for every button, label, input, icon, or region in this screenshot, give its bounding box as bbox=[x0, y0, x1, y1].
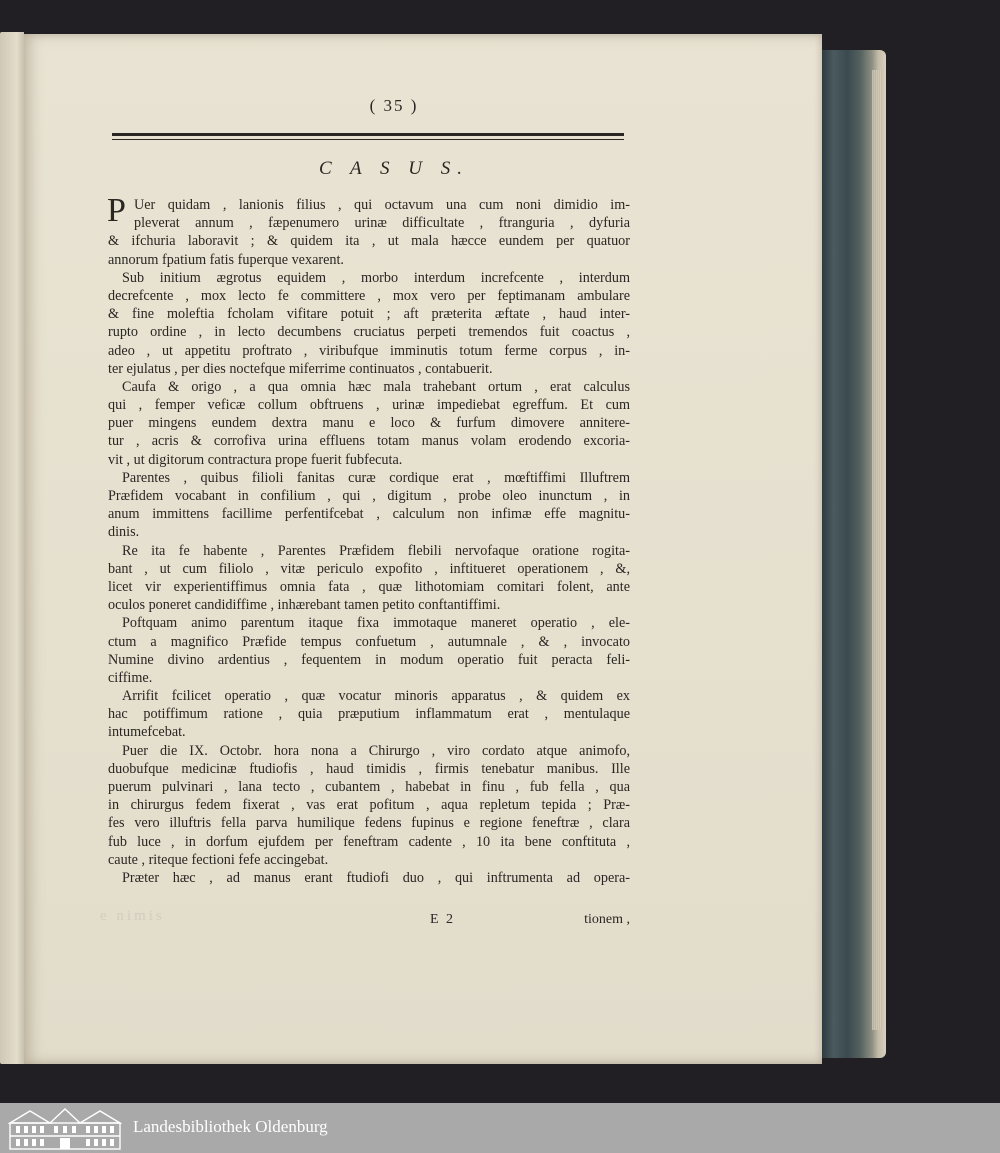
page-number: ( 35 ) bbox=[369, 96, 419, 115]
text-line: decrefcente , mox lecto fe committere , mox vero per feptimanam ambulare bbox=[108, 287, 630, 304]
page-footer bbox=[108, 912, 630, 930]
text-line: ctum a magnifico Præfide tempus confuetum , autumnale , & , invocato bbox=[108, 633, 630, 650]
text-line: rupto ordine , in lecto decumbens cruciatus perpeti tremendos fuit coactus , bbox=[108, 324, 630, 341]
text-line: bant , ut cum filiolo , vitæ periculo expofito , inftitueret operationem , &, bbox=[108, 560, 630, 577]
text-line: & ifchuria laboravit ; & quidem ita , ut mala hæcce eundem per quatuor bbox=[108, 233, 630, 250]
text-line: dinis. bbox=[108, 524, 140, 541]
text-line: qui , femper veficæ collum obftruens , urinæ impediebat egreffum. Et cum bbox=[108, 397, 630, 414]
body-text bbox=[107, 192, 630, 887]
library-building-icon bbox=[8, 1105, 122, 1151]
signature-mark: E 2 bbox=[430, 912, 456, 927]
section-title: C A S U S. bbox=[318, 158, 470, 179]
text-line: & fine moleftia fcholam vifitare potuit ; aft præterita æftate , haud inter- bbox=[108, 306, 630, 323]
text-line: in chirurgus fedem fixerat , vas erat pofitum , aqua repletum tepida ; Præ- bbox=[108, 797, 630, 814]
text-line: Re ita fe habente , Parentes Præfidem flebili nervofaque oratione rogita- bbox=[122, 542, 630, 559]
bleed-through-text: e nimis bbox=[100, 908, 165, 924]
text-line: Puer die IX. Octobr. hora nona a Chirurgo , viro cordato atque animofo, bbox=[122, 742, 630, 759]
book-fore-edge bbox=[822, 50, 886, 1058]
text-line: Caufa & origo , a qua omnia hæc mala trahebant ortum , erat calculus bbox=[122, 378, 630, 395]
text-line: fub luce , in dorfum ejufdem per feneftram cadente , 10 ita bene conftituta , bbox=[108, 833, 630, 850]
drop-cap: P bbox=[107, 192, 126, 229]
text-line: Sub initium ægrotus equidem , morbo interdum increfcente , interdum bbox=[122, 269, 630, 286]
library-banner bbox=[0, 1103, 1000, 1153]
text-line: Numine divino ardentius , fequentem in modum operatio fuit peracta feli- bbox=[108, 651, 630, 668]
header-rule bbox=[112, 133, 624, 140]
left-page-edge bbox=[0, 32, 24, 1064]
text-line: Parentes , quibus filioli fanitas curæ cordique erat , mœftiffimi Illuftrem bbox=[122, 469, 630, 486]
text-line: puer mingens eundem dextra manu e loco & furfum dimovere annitere- bbox=[108, 415, 630, 432]
text-line: ter ejulatus , per dies noctefque miferrime continuatos , contabuerit. bbox=[108, 360, 493, 377]
text-line-content: Uer quidam , lanionis filius , qui octavum una cum noni dimidio im- bbox=[134, 197, 630, 213]
text-line: hac potiffimum ratione , quia præputium inflammatum erat , mentulaque bbox=[108, 706, 630, 723]
text-line: oculos poneret candidiffime , inhærebant tamen petito conftantiffimi. bbox=[108, 597, 501, 614]
text-line: annorum fpatium fatis fuperque vexarent. bbox=[108, 251, 344, 268]
text-line: anum immittens facillime perfentifcebat , calculum non infimæ effe magnitu- bbox=[108, 506, 630, 523]
text-line: Præfidem vocabant in confilium , qui , digitum , probe oleo inunctum , in bbox=[108, 488, 630, 504]
text-line: caute , riteque fectioni fefe accingebat. bbox=[108, 851, 329, 868]
text-line: Arrifit fcilicet operatio , quæ vocatur minoris apparatus , & quidem ex bbox=[122, 688, 630, 705]
institution-name: Landesbibliothek Oldenburg bbox=[133, 1117, 328, 1136]
text-line: tur , acris & corrofiva urina effluens totam manus volam erodendo excoria- bbox=[108, 433, 630, 450]
text-line: intumefcebat. bbox=[108, 724, 186, 741]
text-line: vit , ut digitorum contractura prope fuerit fubfecuta. bbox=[108, 451, 403, 468]
text-line: ciffime. bbox=[108, 669, 153, 686]
text-line: adeo , ut appetitu proftrato , viribufque imminutis totum ferme corpus , in- bbox=[108, 342, 630, 359]
text-line: Præter hæc , ad manus erant ftudiofi duo , qui inftrumenta ad opera- bbox=[122, 869, 630, 886]
text-line: pleverat annum , fæpenumero urinæ difficultate , ftranguria , dyfuria bbox=[134, 215, 630, 232]
text-line: licet vir experientiffimus omnia fata , quæ lithotomiam comitari folent, ante bbox=[108, 578, 630, 595]
text-line: duobufque medicinæ ftudiofis , haud timidis , firmis tenebatur manibus. Ille bbox=[108, 760, 630, 777]
text-line: Poftquam animo parentum itaque fixa immotaque maneret operatio , ele- bbox=[122, 615, 630, 632]
text-line: fes vero illuftris fella parva humilique fedens fupinus e regione feneftræ , clara bbox=[108, 815, 630, 832]
text-line: puerum pulvinari , lana tecto , cubantem , habebat in finu , fub fella , qua bbox=[108, 779, 630, 795]
book-page bbox=[24, 34, 822, 1064]
catchword: tionem , bbox=[584, 912, 630, 927]
